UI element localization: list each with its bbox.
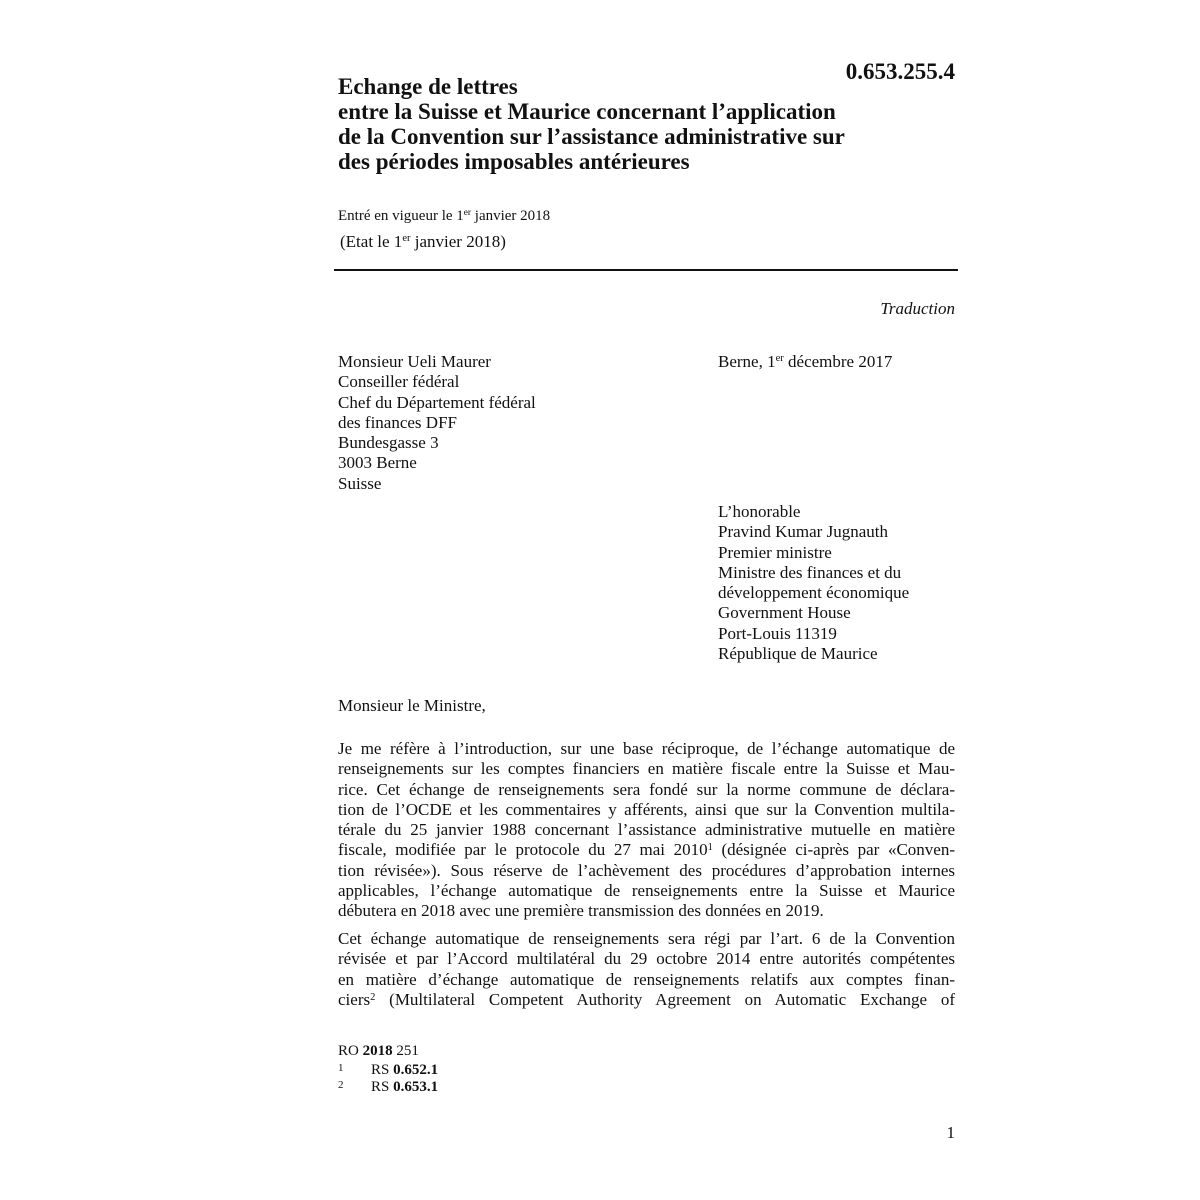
address-line: Government House xyxy=(718,603,851,623)
status-date: (Etat le 1er janvier 2018) xyxy=(340,232,506,251)
text-line: renseignements sur les comptes financiers en matière fiscale entre la Suisse et Mau- xyxy=(338,759,955,779)
place-date: Berne, 1er décembre 2017 xyxy=(718,352,893,371)
text-line: Je me réfère à l’introduction, sur une base réciproque, de l’échange automatique de xyxy=(338,739,955,758)
header-divider xyxy=(334,269,958,271)
page-number: 1 xyxy=(946,1123,955,1142)
address-line: 3003 Berne xyxy=(338,453,417,473)
body-paragraph-2 xyxy=(338,929,955,1010)
text-line: térale du 25 janvier 1988 concernant l’assistance administrative mutuelle en matière xyxy=(338,820,955,840)
address-line: Monsieur Ueli Maurer xyxy=(338,352,491,371)
sender-address xyxy=(338,352,536,494)
text-line: tion révisée»). Sous réserve de l’achèvement des procédures d’approbation internes xyxy=(338,860,955,880)
body-paragraph-1 xyxy=(338,739,955,922)
footnote-number: 1 xyxy=(338,1062,344,1074)
address-line: des finances DFF xyxy=(338,412,457,432)
footnote-reference[interactable]: 1 xyxy=(707,842,713,854)
document-title xyxy=(338,74,898,174)
address-line: Conseiller fédéral xyxy=(338,372,460,392)
official-compilation-ref: RO 2018 251 xyxy=(338,1043,419,1059)
address-line: Suisse xyxy=(338,473,382,493)
address-line: République de Maurice xyxy=(718,644,878,664)
address-line: Port-Louis 11319 xyxy=(718,623,837,643)
title-line: des périodes imposables antérieures xyxy=(338,149,690,174)
text-line: Cet échange automatique de renseignements sera régi par l’art. 6 de la Convention xyxy=(338,929,955,948)
footnote-reference[interactable]: 2 xyxy=(370,991,376,1003)
footnote-number: 2 xyxy=(338,1079,344,1091)
salutation: Monsieur le Ministre, xyxy=(338,696,486,715)
address-line: Premier ministre xyxy=(718,542,832,562)
address-line: Chef du Département fédéral xyxy=(338,392,536,412)
text-line: en matière d’échange automatique de renseignements relatifs aux comptes finan- xyxy=(338,969,955,989)
title-line: Echange de lettres xyxy=(338,74,518,99)
address-line: développement économique xyxy=(718,583,910,603)
address-line: Ministre des finances et du xyxy=(718,562,902,582)
address-line: Pravind Kumar Jugnauth xyxy=(718,522,888,542)
text-line: applicables, l’échange automatique de renseignements entre la Suisse et Maurice xyxy=(338,881,955,901)
footnote: 1 RS 0.652.1 xyxy=(338,1062,439,1078)
entry-into-force: Entré en vigueur le 1er janvier 2018 xyxy=(338,207,551,224)
systematic-number: 0.653.255.4 xyxy=(845,59,955,84)
text-line: révisée et par l’Accord multilatéral du 29 octobre 2014 entre autorités compétentes xyxy=(338,949,955,969)
translation-note: Traduction xyxy=(880,299,955,318)
text-line: débutera en 2018 avec une première transmission des données en 2019. xyxy=(338,901,824,921)
text-line: rice. Cet échange de renseignements sera fondé sur la norme commune de déclara- xyxy=(338,779,955,799)
address-line: L’honorable xyxy=(718,502,801,521)
title-line: entre la Suisse et Maurice concernant l’application xyxy=(338,99,836,124)
text-line: tion de l’OCDE et les commentaires y afférents, ainsi que sur la Convention multila- xyxy=(338,799,955,819)
text-line: ciers$^2$ (Multilateral Competent Authority Agreement on Automatic Exchange of xyxy=(338,989,955,1009)
recipient-address xyxy=(718,502,909,664)
address-line: Bundesgasse 3 xyxy=(338,433,439,453)
footnote: 2 RS 0.653.1 xyxy=(338,1079,439,1095)
title-line: de la Convention sur l’assistance administrative sur xyxy=(338,124,845,149)
text-line: fiscale, modifiée par le protocole du 27 mai 2010$^1$ (désignée ci-après par «Conven- xyxy=(338,840,955,860)
